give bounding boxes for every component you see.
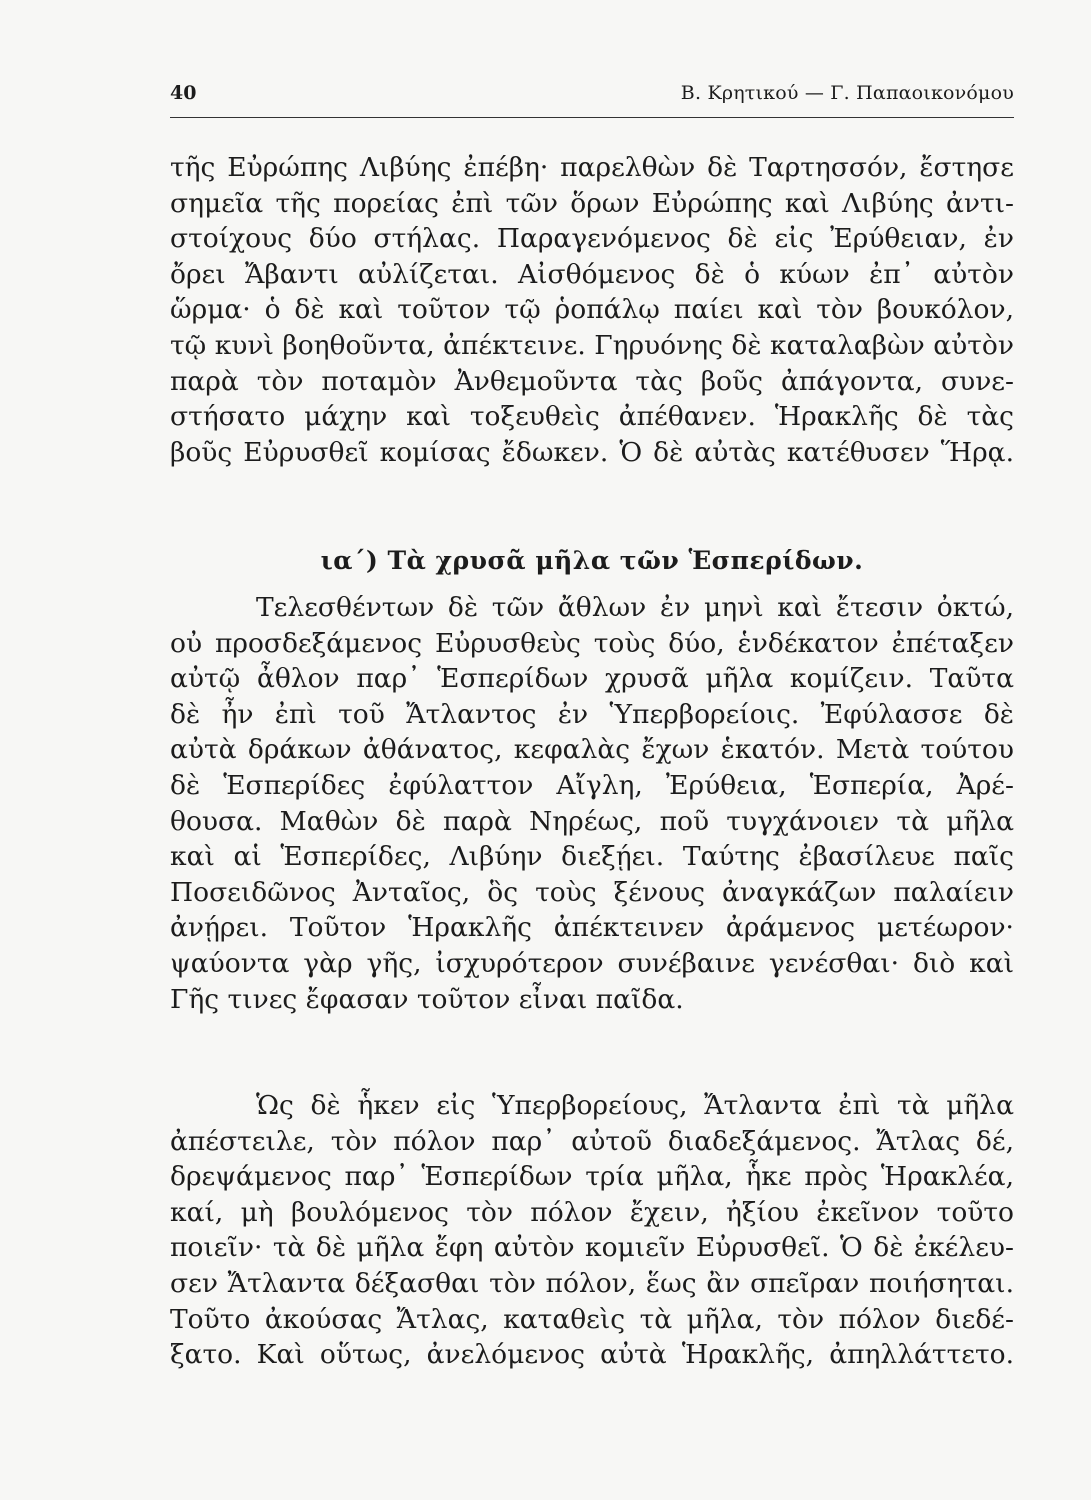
text-line: ἀπέστειλε, τὸν πόλον παρ᾽ αὐτοῦ διαδεξάμενος. Ἄτλας δέ, (170, 1125, 1014, 1157)
text-line: ὄρει Ἄβαντι αὐλίζεται. Αἰσθόμενος δὲ ὁ κύων ἐπ᾽ αὐτὸν (170, 258, 1014, 290)
text-line: βοῦς Εὐρυσθεῖ κομίσας ἔδωκεν. Ὁ δὲ αὐτὰς κατέθυσεν Ἥρᾳ. (170, 436, 1014, 468)
paragraph-3 (170, 1088, 1014, 1428)
text-line: ἀνῄρει. Τοῦτον Ἡρακλῆς ἀπέκτεινεν ἀράμενος μετέωρον· (170, 912, 1014, 944)
paragraph-2 (170, 590, 1014, 1080)
section-heading: ια´) Τὰ χρυσᾶ μῆλα τῶν Ἑσπερίδων. (320, 546, 864, 575)
text-line: στήσατο μάχην καὶ τοξευθεὶς ἀπέθανεν. Ἡρακλῆς δὲ τὰς (170, 401, 1014, 433)
text-line: τῆς Εὐρώπης Λιβύης ἐπέβη· παρελθὼν δὲ Ταρτησσόν, ἔστησε (170, 152, 1014, 183)
text-line: δὲ ἦν ἐπὶ τοῦ Ἄτλαντος ἐν Ὑπερβορείοις. Ἐφύλασσε δὲ (170, 698, 1014, 730)
text-line: τῷ κυνὶ βοηθοῦντα, ἀπέκτεινε. Γηρυόνης δὲ καταλαβὼν αὐτὸν (170, 329, 1014, 361)
text-line: ξατο. Καὶ οὕτως, ἀνελόμενος αὐτὰ Ἡρακλῆς, ἀπηλλάττετο. (170, 1339, 1014, 1371)
text-line: δρεψάμενος παρ᾽ Ἑσπερίδων τρία μῆλα, ἧκε πρὸς Ἡρακλέα, (170, 1161, 1014, 1193)
text-line: ποιεῖν· τὰ δὲ μῆλα ἔφη αὐτὸν κομιεῖν Εὐρυσθεῖ. Ὁ δὲ ἐκέλευ- (170, 1232, 1014, 1264)
text-line: στοίχους δύο στήλας. Παραγενόμενος δὲ εἰς Ἐρύθειαν, ἐν (170, 223, 1014, 255)
text-line: καί, μὴ βουλόμενος τὸν πόλον ἔχειν, ἠξίου ἐκεῖνον τοῦτο (170, 1196, 1014, 1228)
text-line: αὐτῷ ἆθλον παρ᾽ Ἑσπερίδων χρυσᾶ μῆλα κομίζειν. Ταῦτα (170, 663, 1014, 695)
text-line: παρὰ τὸν ποταμὸν Ἀνθεμοῦντα τὰς βοῦς ἀπάγοντα, συνε- (170, 365, 1014, 397)
text-line: ὥρμα· ὁ δὲ καὶ τοῦτον τῷ ῥοπάλῳ παίει καὶ τὸν βουκόλον, (170, 294, 1014, 326)
text-line: Γῆς τινες ἔφασαν τοῦτον εἶναι παῖδα. (170, 983, 684, 1015)
text-line: θουσα. Μαθὼν δὲ παρὰ Νηρέως, ποῦ τυγχάνοιεν τὰ μῆλα (170, 805, 1014, 837)
page-header (170, 82, 1014, 112)
text-line: σημεῖα τῆς πορείας ἐπὶ τῶν ὅρων Εὐρώπης καὶ Λιβύης ἀντι- (170, 187, 1014, 219)
text-line: δὲ Ἑσπερίδες ἐφύλαττον Αἴγλη, Ἐρύθεια, Ἑσπερία, Ἀρέ- (170, 769, 1014, 801)
running-head: Β. Κρητικού — Γ. Παπαοικονόμου (680, 82, 1014, 104)
text-line: Τελεσθέντων δὲ τῶν ἄθλων ἐν μηνὶ καὶ ἔτεσιν ὀκτώ, (256, 592, 1014, 623)
text-line: καὶ αἱ Ἑσπερίδες, Λιβύην διεξῄει. Ταύτης ἐβασίλευε παῖς (170, 841, 1014, 873)
text-line: Τοῦτο ἀκούσας Ἄτλας, καταθεὶς τὰ μῆλα, τὸν πόλον διεδέ- (170, 1303, 1014, 1335)
text-line: σεν Ἄτλαντα δέξασθαι τὸν πόλον, ἕως ἂν σπεῖραν ποιήσηται. (170, 1267, 1014, 1299)
text-line: ψαύοντα γὰρ γῆς, ἰσχυρότερον συνέβαινε γενέσθαι· διὸ καὶ (170, 947, 1014, 979)
text-line: Ποσειδῶνος Ἀνταῖος, ὃς τοὺς ξένους ἀναγκάζων παλαίειν (170, 876, 1014, 908)
page-number: 40 (170, 82, 197, 104)
text-line: Ὡς δὲ ἧκεν εἰς Ὑπερβορείους, Ἄτλαντα ἐπὶ τὰ μῆλα (256, 1090, 1014, 1121)
header-rule (170, 117, 1014, 118)
text-line: οὐ προσδεξάμενος Εὐρυσθεὺς τοὺς δύο, ἑνδέκατον ἐπέταξεν (170, 627, 1014, 659)
paragraph-1 (170, 150, 1014, 535)
text-line: αὐτὰ δράκων ἀθάνατος, κεφαλὰς ἔχων ἑκατόν. Μετὰ τούτου (170, 734, 1014, 766)
